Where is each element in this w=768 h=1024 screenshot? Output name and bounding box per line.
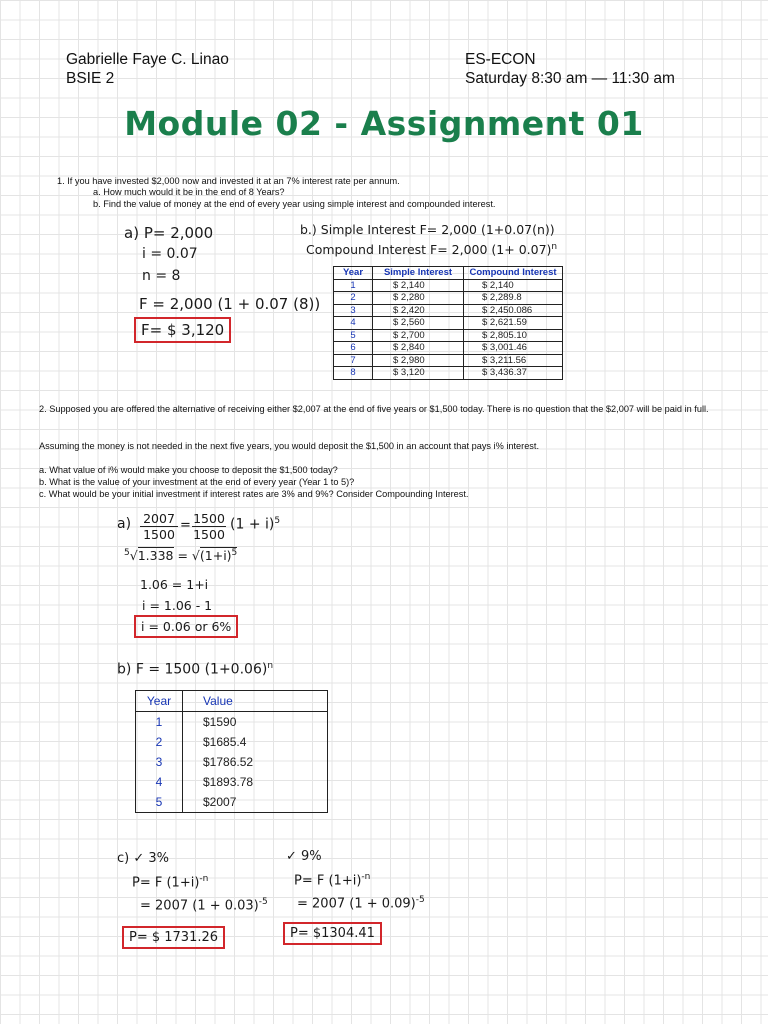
p2a-fraction-left: [140, 511, 178, 542]
p2a-root-step: $^5√1.338 = √(1+i)^5$: [124, 548, 238, 564]
p2a-frac1-numerator: 2007: [140, 511, 178, 527]
p1b-simple-value: $ 2,280: [373, 292, 464, 305]
p2b-year: 4: [136, 772, 183, 792]
p2a-answer-box: i = 0.06 or 6%: [134, 615, 238, 638]
p2b-th-year: Year: [136, 691, 183, 712]
table-row: [334, 342, 563, 355]
table-row: [136, 792, 328, 813]
p1b-year: 8: [334, 367, 373, 380]
table-row: [136, 712, 328, 733]
p2c-formula2-line1: [294, 872, 370, 888]
problem2-assumption: Assuming the money is not needed in the next five years, you would deposit the $1,500 in an account that pays i% interest.: [39, 441, 540, 451]
table-row: [334, 329, 563, 342]
p2b-value-table: [135, 690, 328, 813]
p2a-frac1-denominator: 1500: [143, 527, 175, 542]
p1b-year: 5: [334, 329, 373, 342]
p1b-simple-value: $ 2,420: [373, 304, 464, 317]
p2c-f2-line2-exp: -5: [415, 895, 425, 905]
p2c-f2-exp: -n: [361, 872, 371, 882]
p1b-compound-value: $ 3,001.46: [464, 342, 563, 355]
p2b-formula-text: F = 1500 (1+0.06): [135, 661, 268, 678]
p2a-root-exponent: 5: [231, 548, 238, 558]
p2b-year: 3: [136, 752, 183, 772]
p1b-interest-table: [333, 266, 563, 380]
p2b-year: 2: [136, 732, 183, 752]
p2c-rate1: ✓ 3%: [133, 851, 170, 866]
p2c-f2-text: P= F (1+i): [294, 873, 362, 889]
p2b-year: 5: [136, 792, 183, 813]
table-row: [334, 354, 563, 367]
p1b-year: 1: [334, 279, 373, 292]
p2a-step3: 1.06 = 1+i: [140, 577, 209, 592]
p2c-f1-line2-text: = 2007 (1 + 0.03): [140, 898, 259, 914]
student-name: Gabrielle Faye C. Linao: [66, 51, 229, 68]
p2a-root-lhs: 1.338: [137, 548, 174, 564]
p2a-step4: i = 1.06 - 1: [142, 598, 213, 613]
p1b-compound-value: $ 3,436.37: [464, 367, 563, 380]
p1b-simple-value: $ 2,560: [373, 317, 464, 330]
p2a-frac2-numerator: 1500: [193, 511, 225, 526]
p1b-simple-formula: [300, 222, 555, 237]
p1a-given-periods: n = 8: [142, 268, 181, 284]
table-row: [334, 317, 563, 330]
p1b-label: b.): [300, 222, 317, 237]
p2c-answer2-box: P= $1304.41: [283, 922, 382, 945]
table-row: [136, 732, 328, 752]
p2a-equals-sign: =: [180, 518, 191, 533]
table-row: [334, 367, 563, 380]
p2c-f1-line2-exp: -5: [258, 897, 268, 907]
p2b-label: b): [117, 661, 132, 678]
p1b-year: 7: [334, 354, 373, 367]
problem1-statement: 1. If you have invested $2,000 now and invested it at an 7% interest rate per annum.: [57, 176, 400, 186]
problem1-question-a: a. How much would it be in the end of 8 Years?: [93, 187, 285, 197]
p1b-simple-value: $ 2,140: [373, 279, 464, 292]
p1b-simple-value: $ 3,120: [373, 367, 464, 380]
table-row: [334, 292, 563, 305]
problem2-question-a: a. What value of i% would make you choose to deposit the $1,500 today?: [39, 465, 338, 475]
p2b-year: 1: [136, 712, 183, 733]
p2a-root-rhs: (1+i): [199, 548, 232, 564]
p2a-frac2-denominator: 1500: [193, 527, 225, 542]
p1b-simple-value: $ 2,700: [373, 329, 464, 342]
p2b-formula: [117, 661, 273, 678]
p2c-formula1-line2: [140, 897, 268, 913]
problem2-question-c: c. What would be your initial investment if interest rates are 3% and 9%? Consider Compounding Interest.: [39, 489, 469, 499]
problem2-question-b: b. What is the value of your investment at the end of every year (Year 1 to 5)?: [39, 477, 355, 487]
p2a-label: a): [117, 516, 132, 532]
page-title: Module 02 - Assignment 01: [124, 104, 644, 143]
table-row: [334, 279, 563, 292]
p2a-fraction-right: [192, 511, 226, 542]
p1b-compound-exponent: n: [551, 242, 558, 252]
p1b-simple-text: Simple Interest F= 2,000 (1+0.07(n)): [320, 222, 555, 237]
problem2-statement: 2. Supposed you are offered the alternative of receiving either $2,007 at the end of five years or $1,500 today. There is no question that the $2,007 will be paid in full.: [39, 404, 709, 414]
p2a-rhs-text: (1 + i): [230, 516, 275, 533]
p1b-compound-value: $ 2,140: [464, 279, 563, 292]
student-program: BSIE 2: [66, 70, 115, 87]
p1b-year: 4: [334, 317, 373, 330]
p1a-principal: P= 2,000: [143, 224, 214, 242]
p1b-year: 3: [334, 304, 373, 317]
p2b-value: $2007: [183, 792, 328, 813]
p2c-answer1-box: P= $ 1731.26: [122, 926, 225, 949]
p1a-given-rate: i = 0.07: [142, 246, 198, 262]
table-row: [136, 752, 328, 772]
p1b-compound-value: $ 3,211.56: [464, 354, 563, 367]
p2b-value: $1786.52: [183, 752, 328, 772]
p1b-year: 2: [334, 292, 373, 305]
table-row: [334, 304, 563, 317]
p2b-value: $1685.4: [183, 732, 328, 752]
p2c-label: c): [117, 851, 130, 866]
p1b-th-year: Year: [334, 267, 373, 280]
p1b-simple-value: $ 2,840: [373, 342, 464, 355]
p1a-formula: F = 2,000 (1 + 0.07 (8)): [139, 295, 321, 313]
p2c-rate-3: [117, 851, 169, 866]
p2a-root-index: 5: [124, 548, 130, 558]
p1a-answer-box: F= $ 3,120: [134, 317, 231, 343]
p2b-value: $1893.78: [183, 772, 328, 792]
p1b-th-compound: Compound Interest: [464, 267, 563, 280]
table-row: [136, 772, 328, 792]
p2c-rate-9: ✓ 9%: [286, 849, 322, 864]
p2c-f1-text: P= F (1+i): [132, 875, 200, 891]
p1a-label: a): [124, 224, 140, 242]
p2a-rhs: [230, 516, 280, 533]
p1b-compound-formula: [306, 242, 557, 257]
course-code: ES-ECON: [465, 51, 536, 68]
p2c-f1-exp: -n: [199, 874, 209, 884]
p2a-rhs-exponent: 5: [274, 516, 281, 526]
p2b-value: $1590: [183, 712, 328, 733]
p1b-simple-value: $ 2,980: [373, 354, 464, 367]
p2c-f2-line2-text: = 2007 (1 + 0.09): [297, 896, 416, 912]
p1b-compound-text: Compound Interest F= 2,000 (1+ 0.07): [306, 242, 552, 258]
p1b-compound-value: $ 2,289.8: [464, 292, 563, 305]
p1b-compound-value: $ 2,621.59: [464, 317, 563, 330]
p1b-compound-value: $ 2,805.10: [464, 329, 563, 342]
p2c-formula1-line1: [132, 874, 208, 890]
p1a-given-principal: [124, 224, 213, 242]
class-schedule: Saturday 8:30 am — 11:30 am: [465, 70, 675, 87]
p2b-exponent: n: [267, 661, 274, 671]
p1b-th-simple: Simple Interest: [373, 267, 464, 280]
p2c-formula2-line2: [297, 895, 425, 911]
p1b-compound-value: $ 2,450.086: [464, 304, 563, 317]
p1b-year: 6: [334, 342, 373, 355]
problem1-question-b: b. Find the value of money at the end of every year using simple interest and compounded interest.: [93, 199, 496, 209]
p2b-th-value: Value: [183, 691, 328, 712]
